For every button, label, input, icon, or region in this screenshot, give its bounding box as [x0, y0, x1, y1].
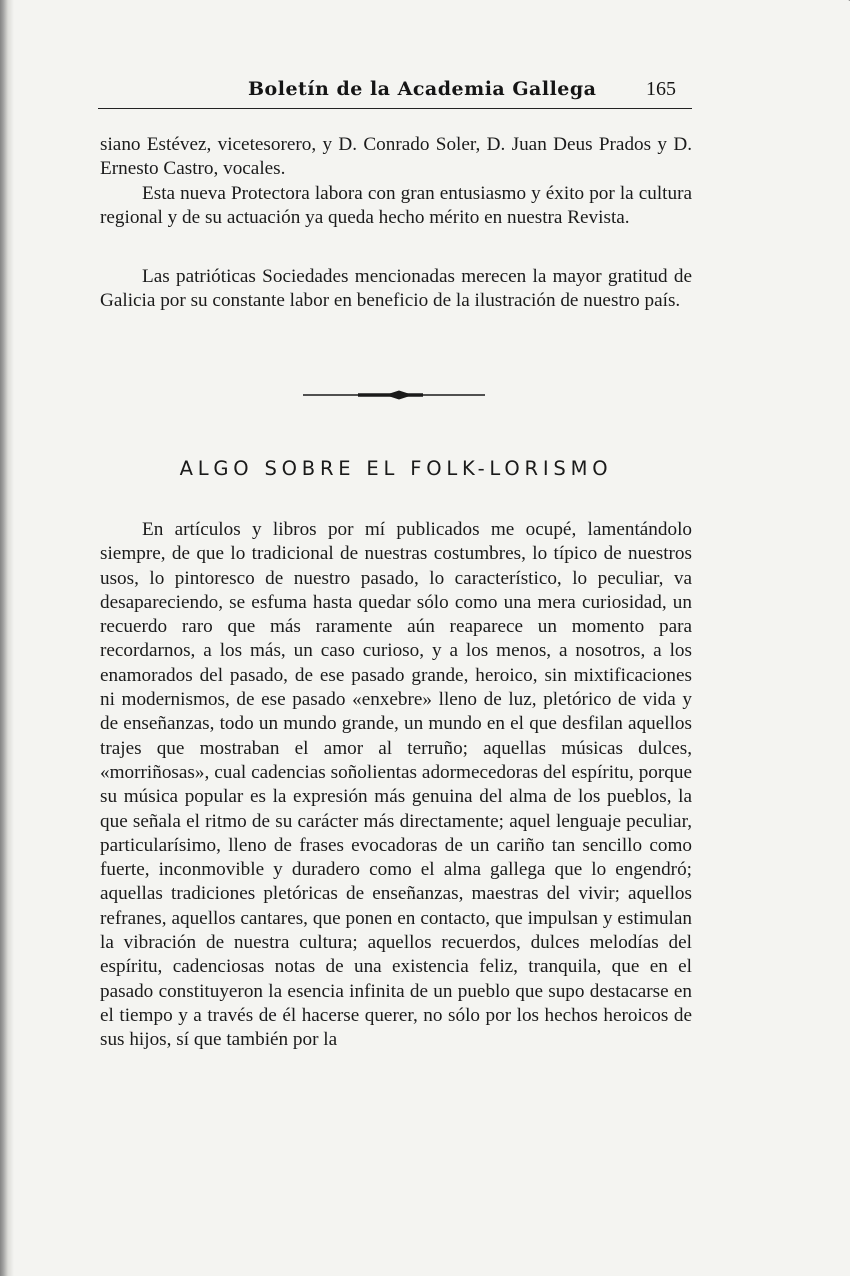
- closing-text-block: [100, 265, 692, 314]
- article-body: [100, 518, 692, 1053]
- journal-title: Boletín de la Academia Gallega: [248, 78, 597, 100]
- page-number: 165: [646, 78, 676, 100]
- intro-text-block: [100, 133, 692, 230]
- page-binding-edge: [0, 0, 14, 1276]
- decorative-rule-icon: [303, 388, 485, 402]
- intro-paragraph-1: siano Estévez, vicetesorero, y D. Conrado Soler, D. Juan Deus Prados y D. Ernesto Castro, vocales.: [100, 134, 692, 180]
- article-title: ALGO SOBRE EL FOLK-LORISMO: [179, 457, 613, 480]
- article-paragraph-1: En artículos y libros por mí publicados me ocupé, lamentándolo siempre, de que lo tradicional de nuestras costumbres, lo típico de nuestros usos, lo pintoresco de nuestro pasado, lo característico, lo peculiar, va desapareciendo, se esfuma hasta quedar sólo como una mera curiosidad, un recuerdo raro que más raramente aún reaparece un momento para recordarnos, a los más, un caso curioso, y a los menos, a nosotros, a los enamorados del pasado, de ese pasado grande, heroico, sin mixtificaciones ni modernismos, de ese pasado «enxebre» lleno de luz, pletórico de vida y de enseñanzas, todo un mundo grande, un mundo en el que desfilan aquellos trajes que mostraban el amor al terruño; aquellas músicas dulces, «morriñosas», cual cadencias soñolientas adormecedoras del espíritu, porque su música popular es la expresión más genuina del alma de los pueblos, la que señala el ritmo de su carácter más directamente; aquel lenguaje peculiar, particularísimo, lleno de frases evocadoras de un cariño tan sencillo como fuerte, inconmovible y duradero como el alma gallega que lo engendró; aquellas tradiciones pletóricas de enseñanzas, maestras del vivir; aquellos refranes, aquellos cantares, que ponen en contacto, que impulsan y estimulan la vibración de nuestra cultura; aquellos recuerdos, dulces melodías del espíritu, cadenciosas notas de una existencia feliz, tranquila, que en el pasado constituyeron la esencia infinita de un pueblo que supo destacarse en el tiempo y a través de él hacerse querer, no sólo por los hechos heroicos de sus hijos, sí que también por la: [100, 519, 692, 1051]
- page-corner-mark: [824, 0, 850, 15]
- intro-paragraph-2: Esta nueva Protectora labora con gran entusiasmo y éxito por la cultura regional y de su actuación ya queda hecho mérito en nuestra Revista.: [100, 182, 692, 228]
- running-head: [98, 74, 692, 109]
- intro-paragraph-3: Las patrióticas Sociedades mencionadas merecen la mayor gratitud de Galicia por su constante labor en beneficio de la ilustración de nuestro país.: [100, 266, 692, 312]
